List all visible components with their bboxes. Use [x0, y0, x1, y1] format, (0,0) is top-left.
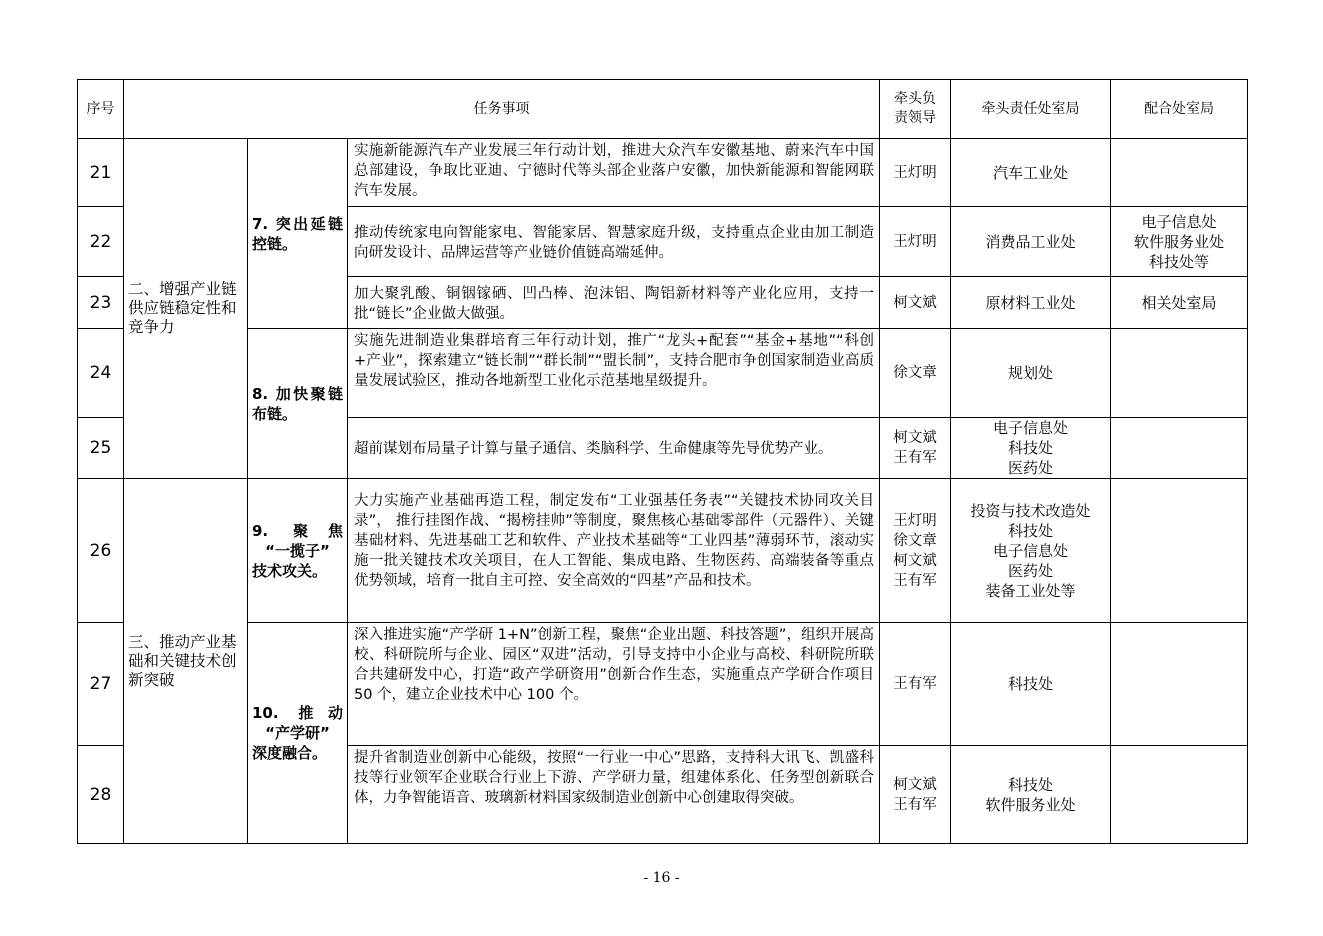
table-row — [78, 623, 1248, 746]
task-description: 深入推进实施“产学研 1+N”创新工程，聚焦“企业出题、科技答题”，组织开展高校、科研院所与企业、园区“双进”活动，引导支持中小企业与高校、科研院所联合共建研发中心，打造“政产学研资用”创新合作生态，实施重点产学研合作项目 50 个，建立企业技术中心 100 个。 — [348, 623, 880, 746]
subtask-line: 9. 聚焦 — [252, 521, 343, 540]
subtask-cell: 7. 突出延链控链。 — [248, 139, 348, 329]
task-description: 推动传统家电向智能家电、智能家居、智慧家庭升级，支持重点企业由加工制造向研发设计、品牌运营等产业链价值链高端延伸。 — [348, 207, 880, 277]
row-num: 22 — [78, 207, 124, 277]
subtask-cell: 8. 加快聚链布链。 — [248, 329, 348, 479]
task-table — [77, 79, 1248, 844]
task-description: 提升省制造业创新中心能级，按照“一行业一中心”思路，支持科大讯飞、凯盛科技等行业领军企业联合行业上下游、产学研力量，组建体系化、任务型创新联合体，力争智能语音、玻璃新材料国家级制造业创新中心创建取得突破。 — [348, 746, 880, 844]
subtask-line: 技术攻关。 — [252, 561, 328, 580]
header-row — [78, 80, 1248, 139]
task-description: 加大聚乳酸、铜铟镓硒、凹凸棒、泡沫铝、陶铝新材料等产业化应用，支持一批“链长”企业做大做强。 — [348, 277, 880, 329]
header-coop-dept: 配合处室局 — [1111, 80, 1248, 139]
page-number: - 16 - — [643, 870, 680, 886]
lead-department: 规划处 — [951, 329, 1111, 418]
header-lead-dept: 牵头责任处室局 — [951, 80, 1111, 139]
cooperating-department — [1111, 623, 1248, 746]
table-row — [78, 139, 1248, 207]
row-num: 21 — [78, 139, 124, 207]
table-row — [78, 479, 1248, 623]
cooperating-department: 电子信息处 软件服务业处 科技处等 — [1111, 207, 1248, 277]
cooperating-department: 相关处室局 — [1111, 277, 1248, 329]
category-cell: 三、推动产业基础和关键技术创新突破 — [124, 479, 248, 844]
lead-leader: 柯文斌 王有军 — [880, 418, 951, 479]
subtask-line: 10. 推动 — [252, 704, 343, 722]
task-description: 实施先进制造业集群培育三年行动计划，推广“龙头+配套”“基金+基地”“科创+产业”，探索建立“链长制”“群长制”“盟长制”，支持合肥市争创国家制造业高质量发展试验区，推动各地新型工业化示范基地星级提升。 — [348, 329, 880, 418]
row-num: 28 — [78, 746, 124, 844]
lead-department: 投资与技术改造处 科技处 电子信息处 医药处 装备工业处等 — [951, 479, 1111, 623]
subtask-cell — [248, 479, 348, 623]
header-num: 序号 — [78, 80, 124, 139]
cooperating-department — [1111, 329, 1248, 418]
lead-department: 汽车工业处 — [951, 139, 1111, 207]
row-num: 25 — [78, 418, 124, 479]
header-leader: 牵头负 责领导 — [880, 80, 951, 139]
lead-department: 科技处 — [951, 623, 1111, 746]
lead-department: 科技处 软件服务业处 — [951, 746, 1111, 844]
lead-department: 原材料工业处 — [951, 277, 1111, 329]
lead-department: 电子信息处 科技处 医药处 — [951, 418, 1111, 479]
lead-leader: 王有军 — [880, 623, 951, 746]
subtask-line: “一揽子” — [265, 541, 330, 560]
lead-leader: 王灯明 — [880, 139, 951, 207]
lead-department: 消费品工业处 — [951, 207, 1111, 277]
task-description: 实施新能源汽车产业发展三年行动计划，推进大众汽车安徽基地、蔚来汽车中国总部建设，争取比亚迪、宁德时代等头部企业落户安徽，加快新能源和智能网联汽车发展。 — [348, 139, 880, 207]
row-num: 27 — [78, 623, 124, 746]
lead-leader: 王灯明 徐文章 柯文斌 王有军 — [880, 479, 951, 623]
cooperating-department — [1111, 746, 1248, 844]
task-description: 大力实施产业基础再造工程，制定发布“工业强基任务表”“关键技术协同攻关目录”， 推行挂图作战、“揭榜挂帅”等制度，聚焦核心基础零部件（元器件）、关键基础材料、先进基础工艺和软件、产业技术基础等“工业四基”薄弱环节，滚动实施一批关键技术攻关项目，在人工智能、集成电路、生物医药、高端装备等重点优势领域，培育一批自主可控、安全高效的“四基”产品和技术。 — [348, 479, 880, 623]
subtask-line: 深度融合。 — [252, 744, 328, 762]
lead-leader: 王灯明 — [880, 207, 951, 277]
subtask-cell — [248, 623, 348, 844]
lead-leader: 柯文斌 — [880, 277, 951, 329]
row-num: 23 — [78, 277, 124, 329]
task-description: 超前谋划布局量子计算与量子通信、类脑科学、生命健康等先导优势产业。 — [348, 418, 880, 479]
cooperating-department — [1111, 418, 1248, 479]
cooperating-department — [1111, 139, 1248, 207]
row-num: 24 — [78, 329, 124, 418]
subtask-line: “产学研” — [265, 724, 330, 742]
category-cell: 二、增强产业链供应链稳定性和竞争力 — [124, 139, 248, 479]
row-num: 26 — [78, 479, 124, 623]
table-row — [78, 329, 1248, 418]
header-task: 任务事项 — [124, 80, 880, 139]
lead-leader: 徐文章 — [880, 329, 951, 418]
lead-leader: 柯文斌 王有军 — [880, 746, 951, 844]
cooperating-department — [1111, 479, 1248, 623]
